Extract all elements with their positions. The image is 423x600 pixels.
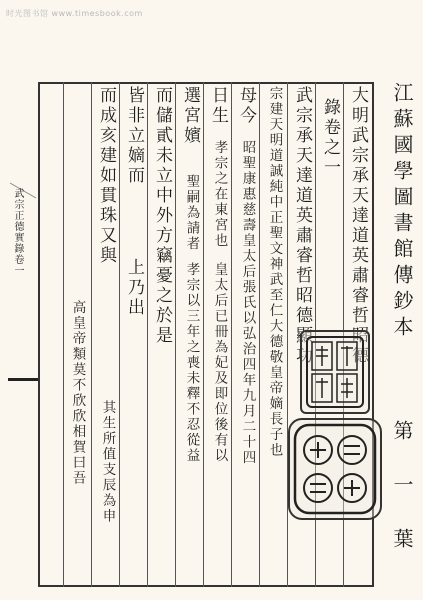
- column-rule: [259, 82, 260, 587]
- text-column-5b: 昭聖康惠慈壽皇太后張氏以弘治四年九月二十四: [239, 140, 256, 466]
- text-column-8: 而儲貳未立中外方竊憂之於是: [152, 86, 172, 346]
- text-column-6b: 孝宗之在東宮也: [211, 140, 228, 249]
- text-column-7c: 孝宗以三年之喪未釋不忍從益: [183, 262, 200, 464]
- fold-mark: [8, 378, 38, 381]
- column-rule: [287, 82, 288, 587]
- library-copy-title: 江蘇國學圖書館傳鈔本: [390, 82, 414, 342]
- text-column-5a: 母今: [236, 86, 256, 126]
- text-column-7b: 聖嗣為請者: [183, 174, 200, 252]
- text-column-10: 而成亥建如貫珠又與: [96, 86, 116, 266]
- column-rule: [203, 82, 204, 587]
- seal-lower-icon: [292, 422, 378, 516]
- text-column-10b: 其生所值支辰為申: [99, 400, 116, 524]
- text-column-9a: 皆非立嫡而: [124, 86, 144, 186]
- column-rule: [119, 82, 120, 587]
- leaf-label: 第一葉: [390, 420, 414, 582]
- library-seal-upper: [300, 330, 370, 414]
- text-column-1: 大明武宗承天達道英肅睿哲昭德: [348, 86, 368, 366]
- text-column-11: 高皇帝類莫不欣欣相賀曰吾: [69, 300, 86, 486]
- text-column-6a: 日生: [208, 86, 228, 126]
- column-rule: [175, 82, 176, 587]
- seal-upper-icon: [304, 334, 366, 410]
- text-column-3: 武宗承天達道英肅睿哲昭德顯功: [292, 86, 312, 366]
- column-rule: [147, 82, 148, 587]
- watermark-text: 时光图书馆 www.timesbook.com: [6, 9, 143, 18]
- text-column-7a: 選宮嬪: [180, 86, 200, 146]
- text-column-9b: 上乃出: [124, 258, 144, 318]
- text-column-6c: 皇太后已冊為妃及即位後有以: [211, 262, 228, 464]
- spine-book-title: 武宗正德實錄卷一: [12, 188, 23, 276]
- column-rule: [231, 82, 232, 587]
- column-rule: [91, 82, 92, 587]
- library-seal-lower: [288, 418, 382, 520]
- text-column-4: 宗建天明道誠純中正聖文神武至仁大德敬皇帝嫡長子也: [266, 86, 283, 458]
- text-column-2: 錄卷之一: [320, 98, 340, 178]
- column-rule: [63, 82, 64, 587]
